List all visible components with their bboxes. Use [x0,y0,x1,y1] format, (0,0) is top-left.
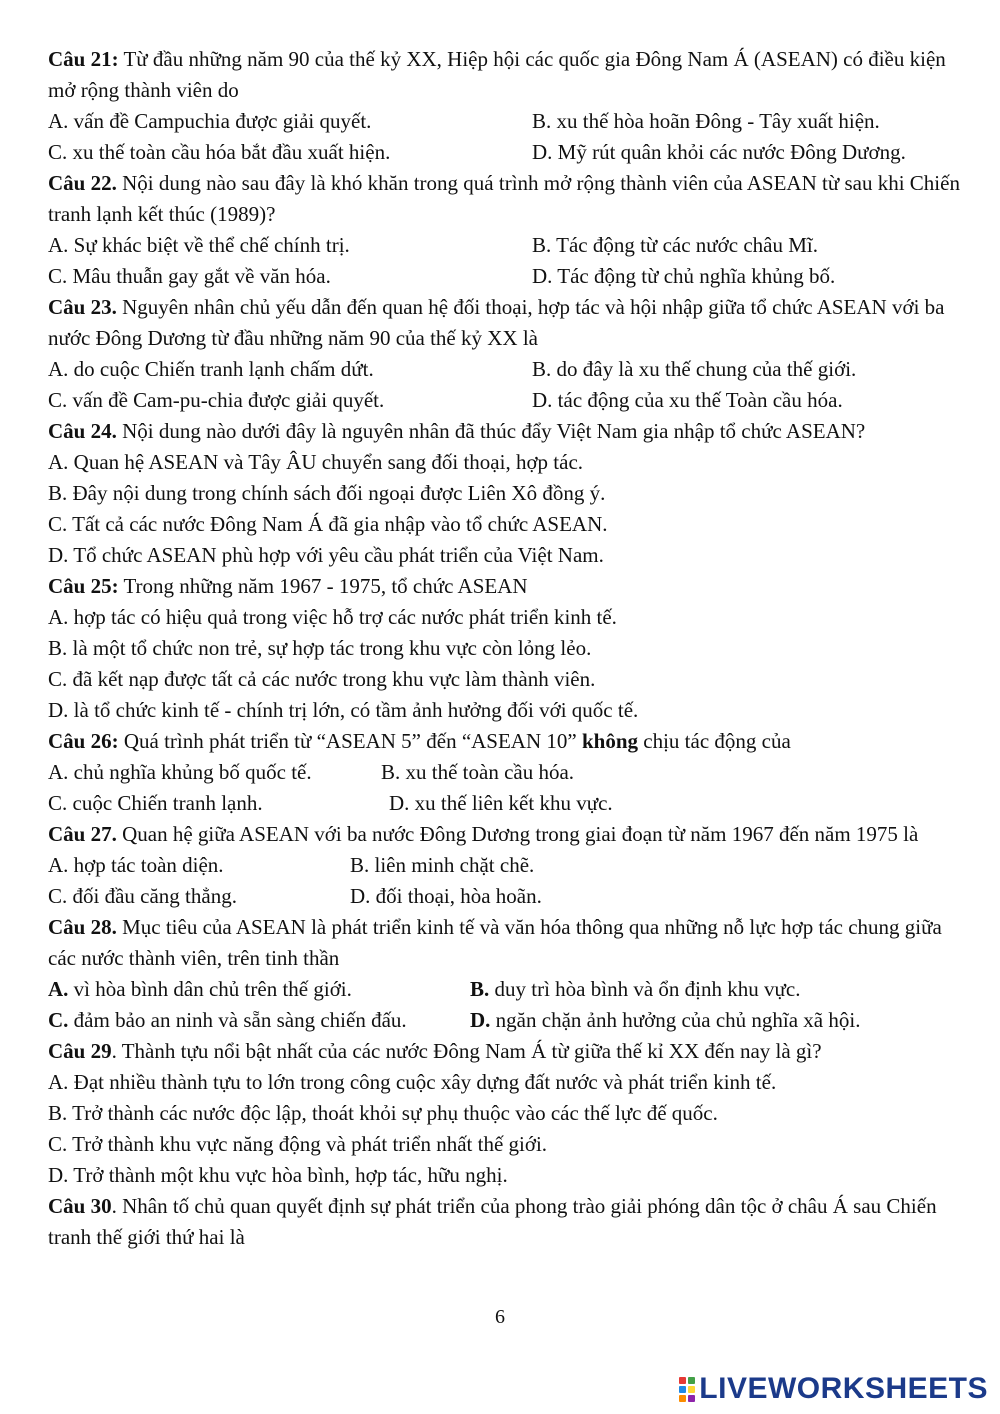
option-d: D. đối thoại, hòa hoãn. [350,884,542,908]
option-text: đảm bảo an ninh và sẵn sàng chiến đấu. [73,1008,407,1032]
option-row [48,757,963,788]
option-b: B. xu thế hòa hoãn Đông - Tây xuất hiện. [532,109,880,133]
watermark-text: LIVEWORKSHEETS [699,1372,988,1405]
logo-block [688,1395,695,1402]
option-d: D. Mỹ rút quân khỏi các nước Đông Dương. [532,140,906,164]
question-27 [48,819,963,850]
option-row [48,1005,963,1036]
option-c: C. Tất cả các nước Đông Nam Á đã gia nhập vào tổ chức ASEAN. [48,512,608,536]
logo-block [679,1386,686,1393]
option-c: C. Mâu thuẫn gay gắt về văn hóa. [48,264,331,288]
question-stem-end: chịu tác động của [643,729,791,753]
liveworksheets-watermark [679,1372,988,1406]
question-stem-emphasis: không [581,729,639,753]
option-row [48,788,963,819]
logo-block [688,1386,695,1393]
option-a: A. chủ nghĩa khủng bố quốc tế. [48,760,312,784]
option-letter: B. [470,977,490,1001]
page-number: 6 [495,1306,505,1328]
option-b: B. Trở thành các nước độc lập, thoát khỏi sự phụ thuộc vào các thế lực đế quốc. [48,1101,718,1125]
option-letter: C. [48,1008,69,1032]
option-b: B. xu thế toàn cầu hóa. [381,760,575,784]
option-row [48,850,963,881]
option-letter: A. [48,977,69,1001]
question-label: Câu 28. [48,915,117,939]
question-25 [48,571,963,602]
option-row [48,137,963,168]
option-b: B. Đây nội dung trong chính sách đối ngoại được Liên Xô đồng ý. [48,481,606,505]
option-a: A. Quan hệ ASEAN và Tây ÂU chuyển sang đối thoại, hợp tác. [48,450,584,474]
option-d [470,1005,860,1036]
option-text: duy trì hòa bình và ổn định khu vực. [494,977,801,1001]
option-c: C. cuộc Chiến tranh lạnh. [48,791,263,815]
question-label: Câu 21: [48,47,119,71]
liveworksheets-logo-icon [679,1377,695,1402]
question-label: Câu 30 [48,1194,112,1218]
option-b: B. do đây là xu thế chung của thế giới. [532,357,857,381]
question-26 [48,726,963,757]
option-b: B. là một tổ chức non trẻ, sự hợp tác trong khu vực còn lỏng lẻo. [48,636,592,660]
option-a: A. do cuộc Chiến tranh lạnh chấm dứt. [48,357,374,381]
option-row [48,354,963,385]
option-row [48,106,963,137]
question-stem: Nội dung nào dưới đây là nguyên nhân đã thúc đẩy Việt Nam gia nhập tổ chức ASEAN? [122,419,866,443]
option-d: D. Tổ chức ASEAN phù hợp với yêu cầu phát triển của Việt Nam. [48,543,604,567]
question-stem: Quá trình phát triển từ “ASEAN 5” đến “ASEAN 10” [123,729,577,753]
question-28 [48,912,963,974]
question-stem: . Nhân tố chủ quan quyết định sự phát triển của phong trào giải phóng dân tộc ở châu Á sau Chiến tranh thế giới thứ hai là [48,1194,937,1249]
option-d: D. là tổ chức kinh tế - chính trị lớn, có tầm ảnh hưởng đối với quốc tế. [48,698,639,722]
option-a: A. hợp tác có hiệu quả trong việc hỗ trợ các nước phát triển kinh tế. [48,605,617,629]
question-label: Câu 24. [48,419,117,443]
option-d: D. Trở thành một khu vực hòa bình, hợp tác, hữu nghị. [48,1163,508,1187]
question-label: Câu 25: [48,574,119,598]
option-a: A. Đạt nhiều thành tựu to lớn trong công cuộc xây dựng đất nước và phát triển kinh tế. [48,1070,777,1094]
option-a: A. Sự khác biệt về thể chế chính trị. [48,233,350,257]
question-29 [48,1036,963,1067]
option-c [48,1005,470,1036]
logo-block [679,1395,686,1402]
option-d: D. Tác động từ chủ nghĩa khủng bố. [532,264,836,288]
option-c: C. vấn đề Cam-pu-chia được giải quyết. [48,388,385,412]
option-d: D. xu thế liên kết khu vực. [389,791,613,815]
option-c: C. đã kết nạp được tất cả các nước trong khu vực làm thành viên. [48,667,596,691]
option-c: C. đối đầu căng thẳng. [48,884,237,908]
option-row [48,230,963,261]
option-text: ngăn chặn ảnh hưởng của chủ nghĩa xã hội. [495,1008,861,1032]
question-label: Câu 29 [48,1039,112,1063]
question-22 [48,168,963,230]
option-text: vì hòa bình dân chủ trên thế giới. [73,977,352,1001]
option-c: C. Trở thành khu vực năng động và phát triển nhất thế giới. [48,1132,548,1156]
option-a: A. vấn đề Campuchia được giải quyết. [48,109,372,133]
option-letter: D. [470,1008,491,1032]
question-label: Câu 22. [48,171,117,195]
question-23 [48,292,963,354]
logo-block [679,1377,686,1384]
question-stem: Nội dung nào sau đây là khó khăn trong quá trình mở rộng thành viên của ASEAN từ sau khi Chiến tranh lạnh kết thúc (1989)? [48,171,960,226]
option-b: B. liên minh chặt chẽ. [350,853,535,877]
option-a: A. hợp tác toàn diện. [48,853,224,877]
option-c: C. xu thế toàn cầu hóa bắt đầu xuất hiện. [48,140,391,164]
question-label: Câu 27. [48,822,117,846]
option-b [470,974,800,1005]
option-b: B. Tác động từ các nước châu Mĩ. [532,233,818,257]
question-label: Câu 23. [48,295,117,319]
question-label: Câu 26: [48,729,119,753]
question-stem: Mục tiêu của ASEAN là phát triển kinh tế và văn hóa thông qua những nỗ lực hợp tác chung giữa các nước thành viên, trên tinh thần [48,915,942,970]
worksheet-content [48,44,963,1253]
logo-block [688,1377,695,1384]
option-row [48,385,963,416]
question-21 [48,44,963,106]
question-stem: Quan hệ giữa ASEAN với ba nước Đông Dương trong giai đoạn từ năm 1967 đến năm 1975 là [122,822,919,846]
question-24 [48,416,963,447]
option-a [48,974,470,1005]
question-stem: Từ đầu những năm 90 của thế kỷ XX, Hiệp hội các quốc gia Đông Nam Á (ASEAN) có điều kiện mở rộng thành viên do [48,47,946,102]
option-row [48,974,963,1005]
option-d: D. tác động của xu thế Toàn cầu hóa. [532,388,843,412]
option-row [48,261,963,292]
question-30 [48,1191,963,1253]
question-stem: Nguyên nhân chủ yếu dẫn đến quan hệ đối thoại, hợp tác và hội nhập giữa tổ chức ASEAN với ba nước Đông Dương từ đầu những năm 90 của thế kỷ XX là [48,295,945,350]
question-stem: . Thành tựu nổi bật nhất của các nước Đông Nam Á từ giữa thế kỉ XX đến nay là gì? [111,1039,822,1063]
option-row [48,881,963,912]
question-stem: Trong những năm 1967 - 1975, tổ chức ASEAN [123,574,528,598]
